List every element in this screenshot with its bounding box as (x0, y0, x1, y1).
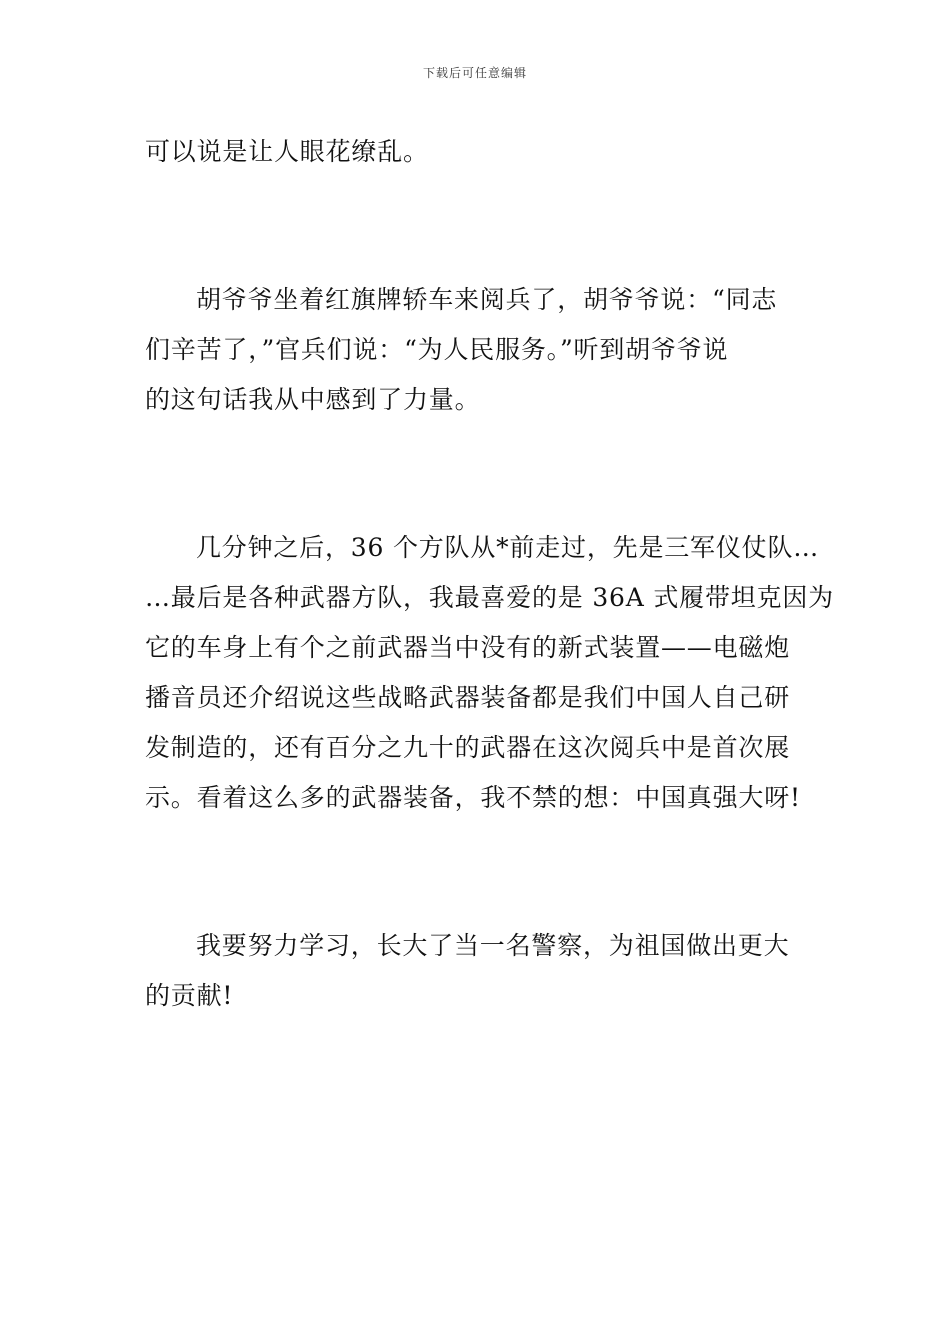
paragraph-3-line-3: 它的车身上有个之前武器当中没有的新式装置——电磁炮 (145, 633, 791, 662)
paragraph-2-line-3: 的这句话我从中感到了力量。 (145, 385, 481, 414)
paragraph-2-line-1: 胡爷爷坐着红旗牌轿车来阅兵了，胡爷爷说：“同志 (196, 285, 778, 314)
paragraph-3-line-5: 发制造的，还有百分之九十的武器在这次阅兵中是首次展 (145, 733, 791, 762)
paragraph-3-line-4: 播音员还介绍说这些战略武器装备都是我们中国人自己研 (145, 683, 791, 712)
paragraph-4-line-1: 我要努力学习，长大了当一名警察，为祖国做出更大 (196, 931, 790, 960)
paragraph-3-line-1: 几分钟之后，36 个方队从*前走过，先是三军仪仗队… (196, 533, 820, 562)
paragraph-1-line-1: 可以说是让人眼花缭乱。 (145, 137, 429, 166)
page-header: 下载后可任意编辑 (422, 66, 527, 80)
paragraph-3-line-6: 示。看着这么多的武器装备，我不禁的想：中国真强大呀! (145, 783, 801, 812)
paragraph-2-line-2: 们辛苦了，”官兵们说：“为人民服务。”听到胡爷爷说 (145, 335, 729, 364)
paragraph-3-line-2: …最后是各种武器方队，我最喜爱的是 36A 式履带坦克因为 (145, 583, 834, 612)
paragraph-4-line-2: 的贡献! (145, 981, 234, 1010)
